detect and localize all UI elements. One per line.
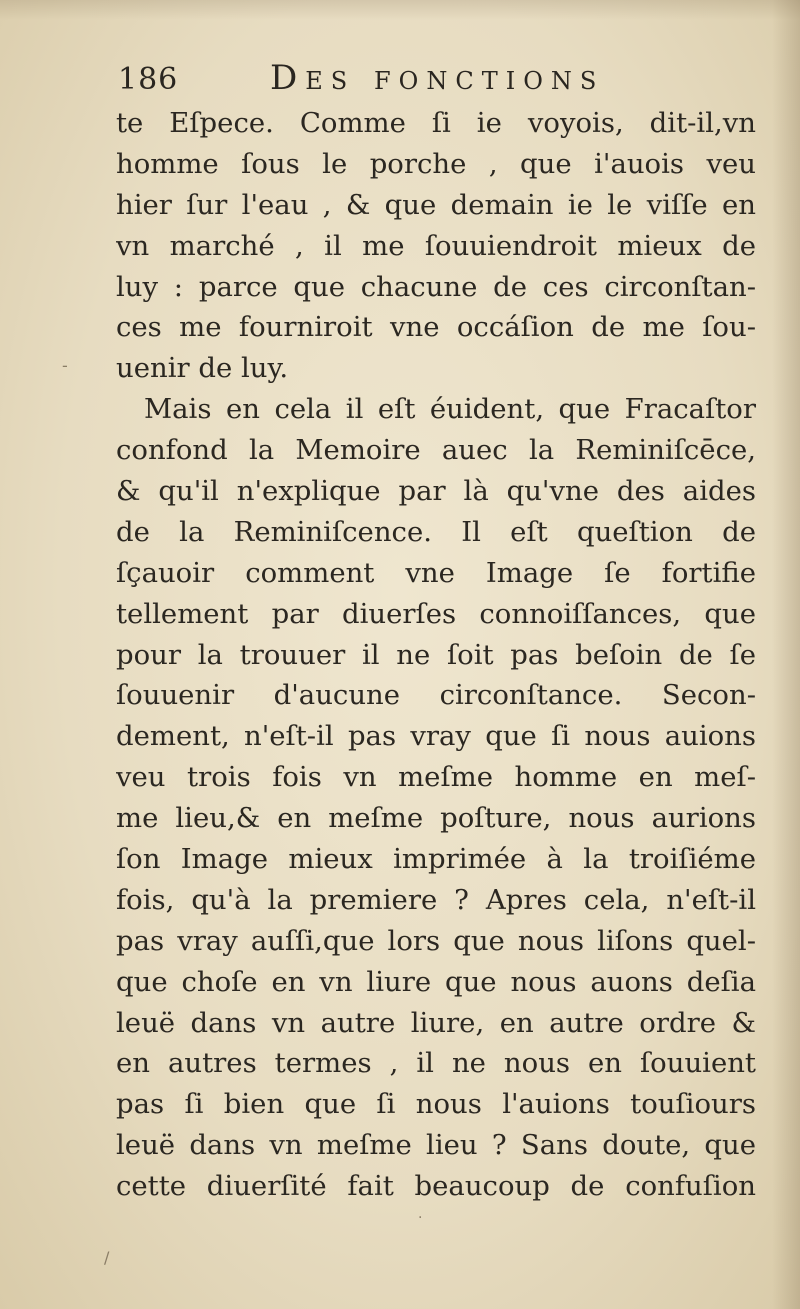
body-text — [116, 103, 756, 1207]
paragraph-start-line: Mais en cela il eſt éuident, que Fracaſtor — [144, 393, 756, 426]
text-line: leuë dans vn autre liure, en autre ordre & — [116, 1006, 756, 1039]
text-line: luy : parce que chacune de ces circonſtan- — [116, 270, 756, 303]
paper-speck: / — [104, 1248, 110, 1267]
text-line: & qu'il n'explique par là qu'vne des aides — [116, 475, 756, 508]
text-line: pour la trouuer il ne ſoit pas beſoin de ſe — [116, 638, 756, 671]
text-line: que choſe en vn liure que nous auons deſia — [116, 965, 756, 998]
text-line: uenir de luy. — [116, 352, 289, 385]
page-header — [118, 58, 748, 104]
text-line: leuë dans vn meſme lieu ? Sans doute, que — [116, 1129, 756, 1162]
text-line: ſçauoir comment vne Image ſe fortifie — [116, 556, 756, 589]
text-line: homme ſous le porche , que i'auois veu — [116, 147, 756, 180]
text-line: de la Reminiſcence. Il eſt queſtion de — [116, 515, 756, 548]
page-top-shadow — [0, 0, 800, 20]
text-line: dement, n'eſt-il pas vray que ſi nous auions — [116, 720, 756, 753]
text-line: veu trois fois vn meſme homme en meſ- — [116, 761, 756, 794]
text-line: fois, qu'à la premiere ? Apres cela, n'eſt-il — [116, 883, 756, 916]
text-line: te Eſpece. Comme ſi ie voyois, dit-il,vn — [116, 107, 756, 139]
page-number: 186 — [118, 62, 179, 97]
running-title: Des fonctions — [270, 58, 605, 98]
text-line: pas ſi bien que ſi nous l'auions touſiours — [116, 1088, 756, 1121]
text-line: ſon Image mieux imprimée à la troiſiéme — [116, 843, 756, 876]
margin-mark: - — [62, 356, 68, 375]
text-line: tellement par diuerſes connoiſſances, que — [116, 597, 756, 630]
text-line: hier ſur l'eau , & que demain ie le viſſe en — [116, 188, 756, 221]
text-line: ces me fourniroit vne occáſion de me ſou- — [116, 311, 756, 344]
text-line: pas vray auſſi,que lors que nous liſons quel- — [116, 924, 756, 957]
text-line: en autres termes , il ne nous en ſouuient — [116, 1047, 756, 1080]
paper-speck: · — [418, 1210, 423, 1226]
text-line: me lieu,& en meſme poſture, nous aurions — [116, 802, 756, 835]
text-line: confond la Memoire auec la Reminiſcēce, — [116, 434, 756, 467]
text-line: ſouuenir d'aucune circonſtance. Secon- — [116, 679, 756, 712]
page-gutter-shadow — [772, 0, 800, 1309]
text-line: cette diuerſité fait beaucoup de confuſion — [116, 1170, 756, 1203]
text-line: vn marché , il me ſouuiendroit mieux de — [116, 229, 756, 262]
